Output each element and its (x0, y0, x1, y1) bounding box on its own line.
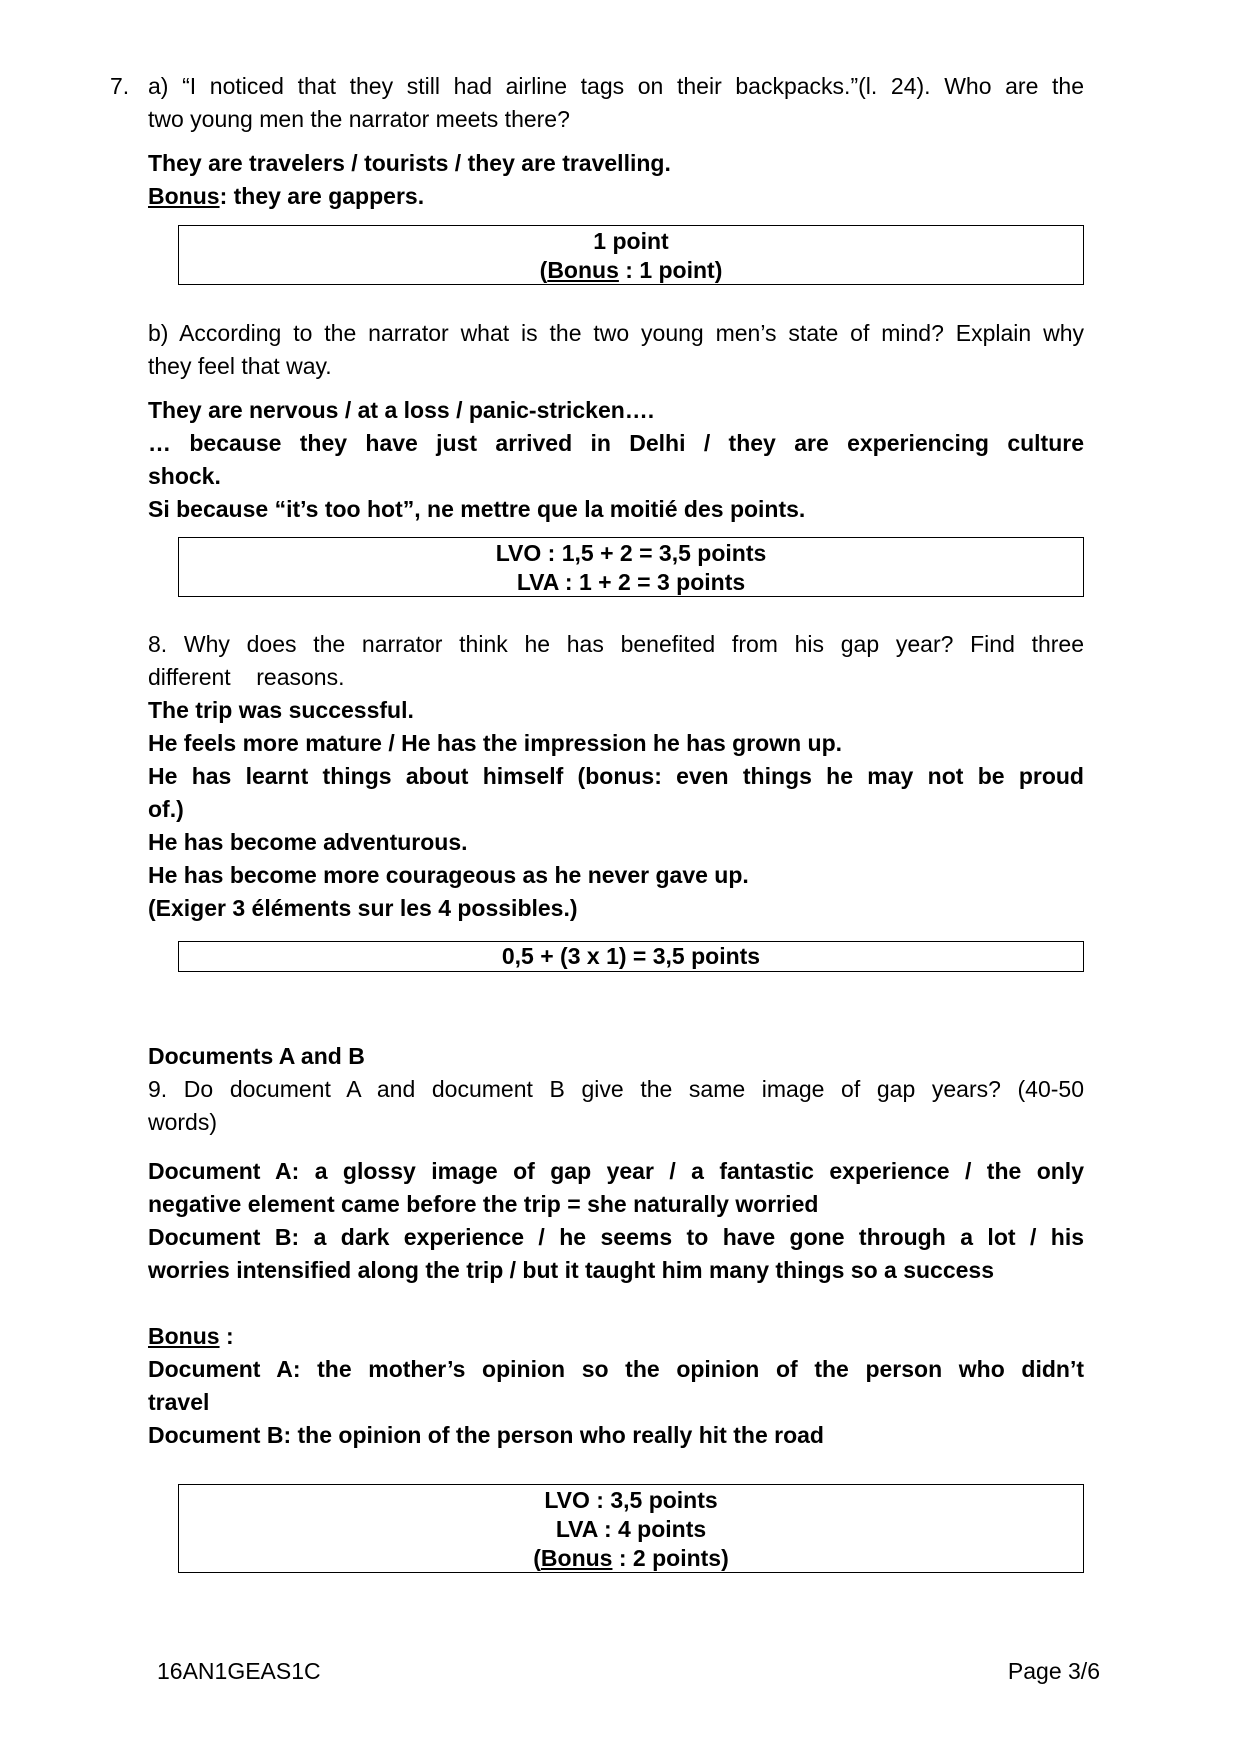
q8-answer-item: He has learnt things about himself (bonus: even things he may not be proud (148, 763, 1084, 789)
q8-question (148, 628, 1084, 694)
q7a-question-line2: two young men the narrator meets there? (148, 106, 570, 132)
q9-points-box (178, 1484, 1084, 1573)
q7b-answer-line1: They are nervous / at a loss / panic-stricken…. (148, 397, 655, 423)
q9-points-bonus: (Bonus : 2 points) (533, 1545, 729, 1571)
q9-points-bonus-label: Bonus (540, 1545, 613, 1571)
q7a-points-line1: 1 point (593, 228, 669, 254)
q7b-answer-line3: shock. (148, 463, 221, 489)
footer-code: 16AN1GEAS1C (157, 1658, 321, 1684)
q8-points-box (178, 941, 1084, 972)
q9-bonus (148, 1320, 1084, 1452)
q8-points-line1: 0,5 + (3 x 1) = 3,5 points (501, 943, 761, 969)
q8-answer-item: of.) (148, 796, 184, 822)
q7b-question (148, 317, 1084, 383)
q7a-bonus-label: Bonus (148, 183, 220, 209)
q9-bonus-b-line1: Document B: the opinion of the person who really hit the road (148, 1422, 824, 1448)
q9-bonus-a-line1: Document A: the mother’s opinion so the opinion of the person who didn’t (148, 1356, 1084, 1382)
q7b-answer-line4: Si because “it’s too hot”, ne mettre que la moitié des points. (148, 496, 806, 522)
q7b-answer (148, 394, 1084, 526)
q9-points-line2: LVA : 4 points (555, 1516, 707, 1542)
q7-number: 7. (110, 73, 130, 99)
q8-answer-item: The trip was successful. (148, 697, 414, 723)
q9-answer-b-line2: worries intensified along the trip / but it taught him many things so a success (148, 1257, 995, 1283)
q8-answer-item: (Exiger 3 éléments sur les 4 possibles.) (148, 895, 578, 921)
q7a-question (148, 70, 1084, 136)
q9-answer-a-line1: Document A: a glossy image of gap year / a fantastic experience / the only (148, 1158, 1084, 1184)
q8-answer-item: He feels more mature / He has the impression he has grown up. (148, 730, 843, 756)
q9-question (148, 1073, 1084, 1139)
q7b-answer-line2: … because they have just arrived in Delhi / they are experiencing culture (148, 430, 1084, 456)
q9-answer-b-line1: Document B: a dark experience / he seems to have gone through a lot / his (148, 1224, 1084, 1250)
q7a-points-bonus: (Bonus : 1 point) (539, 257, 723, 283)
q9-bonus-label: Bonus (148, 1323, 220, 1349)
q7a-points-bonus-label: Bonus (547, 257, 619, 283)
q9-question-line1: 9. Do document A and document B give the same image of gap years? (40-50 (148, 1076, 1084, 1102)
q8-answer-item: He has become more courageous as he never gave up. (148, 862, 749, 888)
q8-answers (148, 694, 1084, 925)
q8-question-line1: 8. Why does the narrator think he has benefited from his gap year? Find three (148, 631, 1084, 657)
q7a-question-line1: a) “I noticed that they still had airline tags on their backpacks.”(l. 24). Who are the (148, 73, 1084, 99)
q7b-question-line1: b) According to the narrator what is the two young men’s state of mind? Explain why (148, 320, 1084, 346)
q9-question-line2: words) (148, 1109, 218, 1135)
q7a-answer (148, 147, 1084, 213)
q8-question-line2: different reasons. (148, 664, 345, 690)
q7a-points-box (178, 225, 1084, 285)
q7b-points-line2: LVA : 1 + 2 = 3 points (516, 569, 746, 595)
q9-points-line1: LVO : 3,5 points (544, 1487, 718, 1513)
q7b-points-box (178, 537, 1084, 597)
q9-bonus-a-line2: travel (148, 1389, 210, 1415)
q7a-bonus-text: : they are gappers. (219, 183, 425, 209)
q9-answer-a-line2: negative element came before the trip = she naturally worried (148, 1191, 819, 1217)
q7a-bonus-line (148, 180, 1084, 213)
q9-heading: Documents A and B (148, 1043, 365, 1069)
q9-bonus-heading: Bonus : (148, 1323, 234, 1349)
footer-page-number: Page 3/6 (1007, 1658, 1100, 1684)
q7a-answer-line1: They are travelers / tourists / they are travelling. (148, 150, 671, 176)
q7b-question-line2: they feel that way. (148, 353, 332, 379)
q8-answer-item: He has become adventurous. (148, 829, 468, 855)
q7b-points-line1: LVO : 1,5 + 2 = 3,5 points (495, 540, 767, 566)
q9-answer (148, 1155, 1084, 1287)
